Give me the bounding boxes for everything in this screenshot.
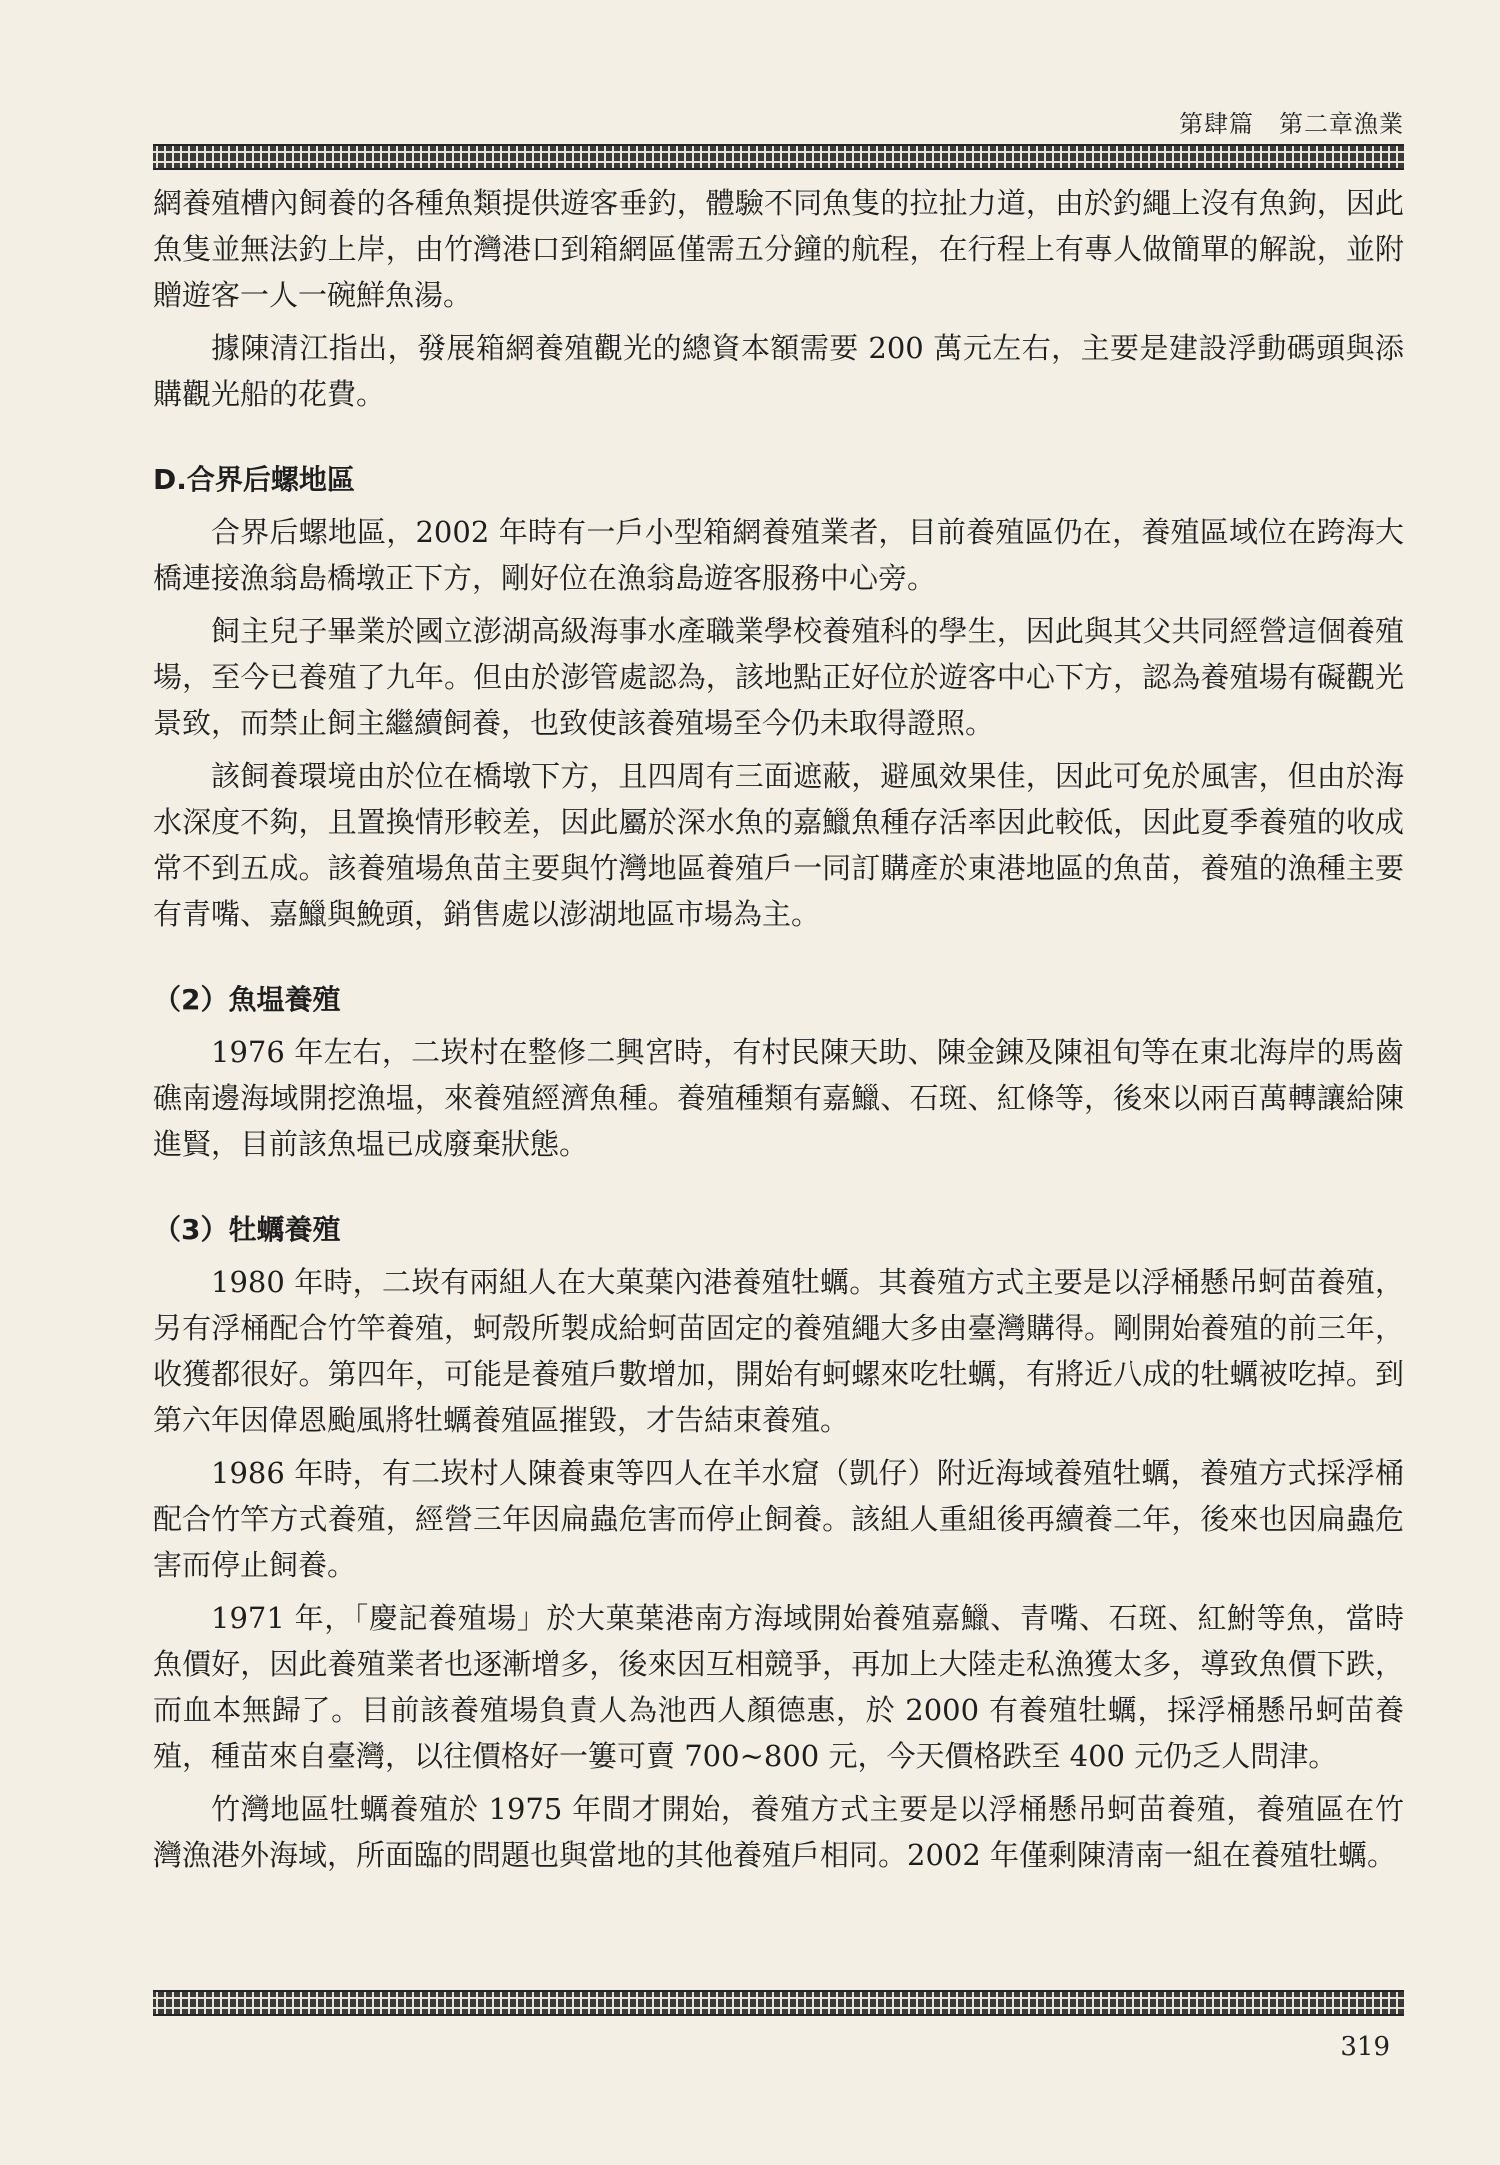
decorative-border-bottom (153, 1990, 1404, 2016)
paragraph: 合界后螺地區，2002 年時有一戶小型箱網養殖業者，目前養殖區仍在，養殖區域位在跨海大橋連接漁翁島橋墩正下方，剛好位在漁翁島遊客服務中心旁。 (153, 515, 1404, 595)
paragraph: 飼主兒子畢業於國立澎湖高級海事水產職業學校養殖科的學生，因此與其父共同經營這個養殖場，至今已養殖了九年。但由於澎管處認為，該地點正好位於遊客中心下方，認為養殖場有礙觀光景致，而禁止飼主繼續飼養，也致使該養殖場至今仍未取得證照。 (153, 614, 1404, 740)
page-number: 319 (1340, 2032, 1390, 2062)
paragraph: 1976 年左右，二崁村在整修二興宮時，有村民陳天助、陳金錬及陳祖旬等在東北海岸的馬齒礁南邊海域開挖漁塭，來養殖經濟魚種。養殖種類有嘉鱲、石斑、紅條等，後來以兩百萬轉讓給陳進賢，目前該魚塭已成廢棄狀態。 (153, 1035, 1404, 1161)
paragraph: 1986 年時，有二崁村人陳養東等四人在羊水窟（凱仔）附近海域養殖牡蠣，養殖方式採浮桶配合竹竿方式養殖，經營三年因扁蟲危害而停止飼養。該組人重組後再續養二年，後來也因扁蟲危害而停止飼養。 (153, 1456, 1404, 1582)
section-heading-d: D.合界后螺地區 (153, 463, 355, 496)
paragraph: 網養殖槽內飼養的各種魚類提供遊客垂釣，體驗不同魚隻的拉扯力道，由於釣繩上沒有魚鉤，因此魚隻並無法釣上岸，由竹灣港口到箱網區僅需五分鐘的航程，在行程上有專人做簡單的解說，並附贈遊客一人一碗鮮魚湯。 (153, 186, 1404, 312)
decorative-border-top (153, 144, 1404, 170)
section-heading-fish-pond: （2）魚塭養殖 (153, 983, 341, 1016)
section-heading-oyster: （3）牡蠣養殖 (153, 1213, 341, 1246)
paragraph: 據陳清江指出，發展箱網養殖觀光的總資本額需要 200 萬元左右，主要是建設浮動碼頭與添購觀光船的花費。 (153, 331, 1404, 411)
paragraph: 1980 年時，二崁有兩組人在大菓葉內港養殖牡蠣。其養殖方式主要是以浮桶懸吊蚵苗養殖，另有浮桶配合竹竿養殖，蚵殼所製成給蚵苗固定的養殖繩大多由臺灣購得。剛開始養殖的前三年，收獲都很好。第四年，可能是養殖戶數增加，開始有蚵螺來吃牡蠣，有將近八成的牡蠣被吃掉。到第六年因偉恩颱風將牡蠣養殖區摧毀，才告結束養殖。 (153, 1265, 1404, 1437)
paragraph: 該飼養環境由於位在橋墩下方，且四周有三面遮蔽，避風效果佳，因此可免於風害，但由於海水深度不夠，且置換情形較差，因此屬於深水魚的嘉鱲魚種存活率因此較低，因此夏季養殖的收成常不到五成。該養殖場魚苗主要與竹灣地區養殖戶一同訂購產於東港地區的魚苗，養殖的漁種主要有青嘴、嘉鱲與鮸頭，銷售處以澎湖地區市場為主。 (153, 759, 1404, 931)
paragraph: 竹灣地區牡蠣養殖於 1975 年間才開始，養殖方式主要是以浮桶懸吊蚵苗養殖，養殖區在竹灣漁港外海域，所面臨的問題也與當地的其他養殖戶相同。2002 年僅剩陳清南一組在養殖牡蠣。 (153, 1792, 1404, 1872)
paragraph: 1971 年，「慶記養殖場」於大菓葉港南方海域開始養殖嘉鱲、青嘴、石斑、紅鮒等魚，當時魚價好，因此養殖業者也逐漸增多，後來因互相競爭，再加上大陸走私漁獲太多，導致魚價下跌，而血本無歸了。目前該養殖場負責人為池西人顏德惠，於 2000 有養殖牡蠣，採浮桶懸吊蚵苗養殖，種苗來自臺灣，以往價格好一簍可賣 700~800 元，今天價格跌至 400 元仍乏人問津。 (153, 1601, 1404, 1773)
running-header: 第肆篇 第二章漁業 (1179, 110, 1404, 138)
body-text (153, 180, 1404, 1878)
